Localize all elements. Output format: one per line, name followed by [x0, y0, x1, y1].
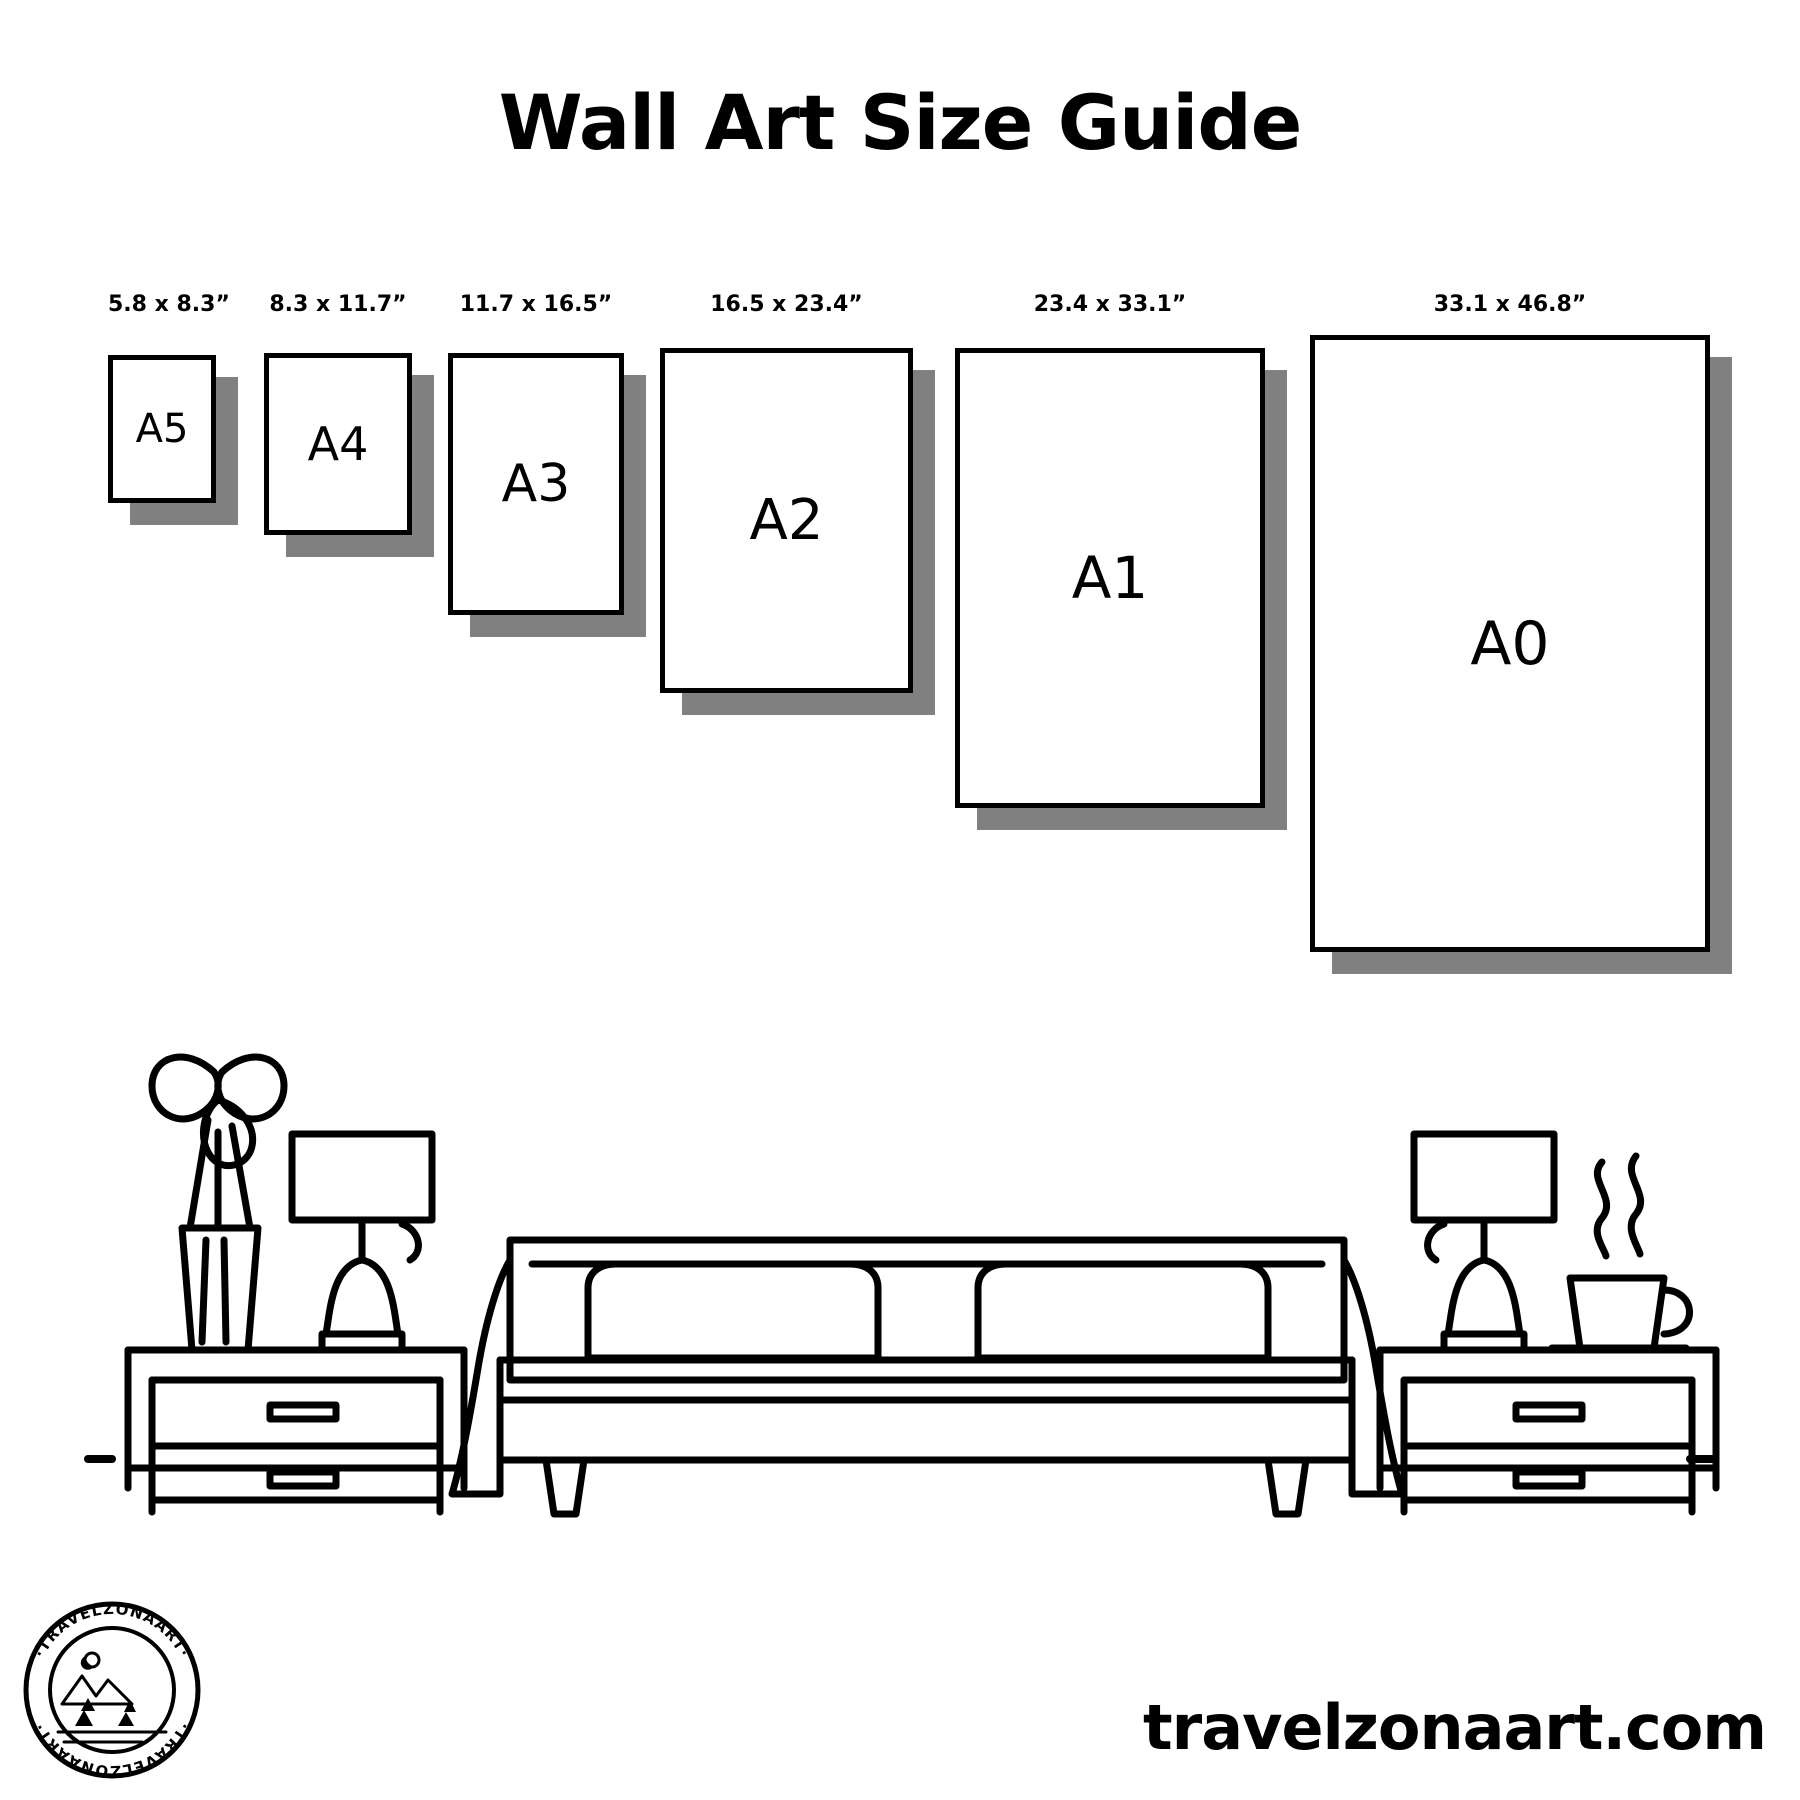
frame-a4[interactable] [264, 262, 434, 557]
frame-dimension-label: 8.3 x 11.7” [269, 292, 407, 317]
frame-a2[interactable] [660, 262, 935, 715]
page-title: Wall Art Size Guide [498, 78, 1302, 167]
frame-size-name: A2 [749, 487, 824, 553]
frame-size-name: A1 [1071, 544, 1149, 612]
frame-a1[interactable] [955, 262, 1287, 830]
brand-logo[interactable] [22, 1600, 202, 1780]
frame-box-a0[interactable] [1310, 335, 1710, 952]
frame-box-a5[interactable] [108, 355, 216, 503]
frame-size-name: A0 [1470, 608, 1550, 679]
frame-a5[interactable] [108, 262, 238, 525]
frame-box-a2[interactable] [660, 348, 913, 693]
frame-dimension-label: 33.1 x 46.8” [1433, 292, 1587, 317]
frame-size-name: A5 [135, 406, 189, 452]
svg-text:·TRAVELZONAART·: ·TRAVELZONAART· [30, 1600, 194, 1661]
potted-plant-icon [152, 1057, 284, 1350]
bedroom-scene [0, 960, 1800, 1560]
frame-dimension-label: 5.8 x 8.3” [108, 292, 230, 317]
bed-icon [452, 1240, 1402, 1514]
website-url[interactable]: travelzonaart.com [1143, 1691, 1766, 1764]
table-lamp-icon-right [1414, 1134, 1554, 1350]
frame-a3[interactable] [448, 262, 646, 637]
frame-dimension-label: 16.5 x 23.4” [710, 292, 863, 317]
nightstand-icon-left [128, 1350, 464, 1512]
frame-a0[interactable] [1310, 262, 1732, 974]
frame-box-a4[interactable] [264, 353, 412, 535]
frame-dimension-label: 23.4 x 33.1” [1033, 292, 1187, 317]
nightstand-icon-right [1380, 1350, 1716, 1512]
frame-dimension-label: 11.7 x 16.5” [459, 292, 613, 317]
frame-size-name: A3 [501, 454, 571, 514]
frame-size-name: A4 [307, 417, 369, 471]
table-lamp-icon-left [292, 1134, 432, 1350]
coffee-mug-icon [1552, 1156, 1690, 1348]
frame-box-a1[interactable] [955, 348, 1265, 808]
frame-box-a3[interactable] [448, 353, 624, 615]
svg-text:·TRAVELZONAART·: ·TRAVELZONAART· [30, 1719, 194, 1780]
